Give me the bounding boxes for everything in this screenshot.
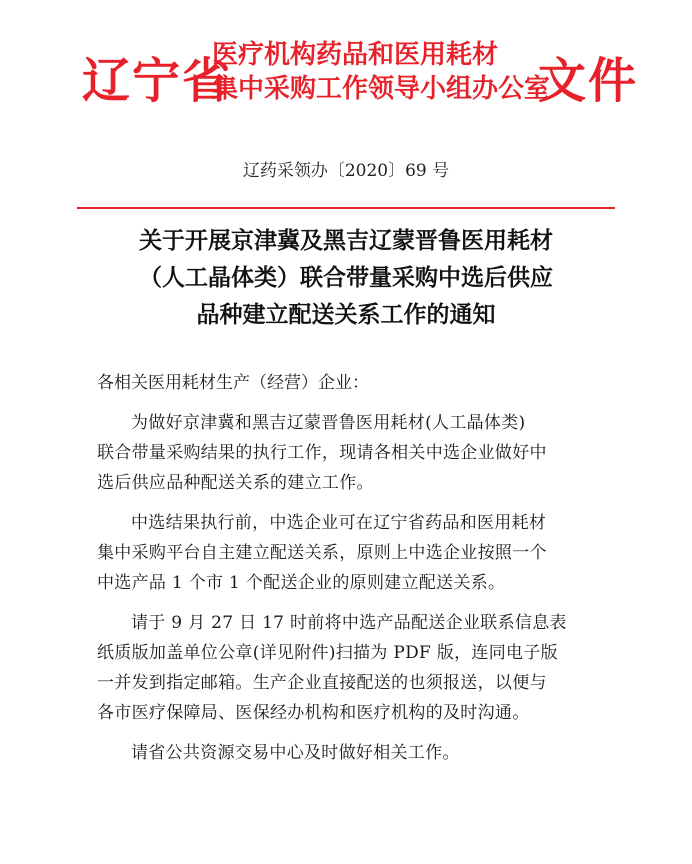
- red-divider-line: [77, 207, 615, 209]
- paragraph-line: 为做好京津冀和黑吉辽蒙晋鲁医用耗材(人工晶体类): [131, 413, 526, 433]
- masthead-organization: [212, 38, 551, 106]
- paragraph-line: 请省公共资源交易中心及时做好相关工作。: [131, 743, 460, 763]
- paragraph: [97, 738, 607, 768]
- paragraph-line: 选后供应品种配送关系的建立工作。: [97, 473, 374, 493]
- title-line: （人工晶体类）联合带量采购中选后供应: [139, 265, 553, 291]
- title-line: 品种建立配送关系工作的通知: [196, 302, 496, 328]
- paragraph: [97, 608, 607, 728]
- paragraph-line: 各市医疗保障局、医保经办机构和医疗机构的及时沟通。: [97, 703, 530, 723]
- document-title: [60, 223, 632, 334]
- masthead-document-label: 文件: [538, 53, 639, 109]
- document-number: 辽药采领办〔2020〕69 号: [242, 161, 450, 181]
- title-line: 关于开展京津冀及黑吉辽蒙晋鲁医用耗材: [139, 228, 553, 254]
- paragraph-line: 中选产品 1 个市 1 个配送企业的原则建立配送关系。: [97, 573, 506, 593]
- paragraph: [97, 508, 607, 598]
- paragraph-line: 集中采购平台自主建立配送关系，原则上中选企业按照一个: [97, 543, 547, 563]
- paragraph-line: 中选结果执行前，中选企业可在辽宁省药品和医用耗材: [131, 513, 547, 533]
- salutation: 各相关医用耗材生产（经营）企业：: [97, 373, 369, 393]
- red-masthead: [60, 30, 640, 114]
- document-body: [97, 368, 607, 778]
- paragraph-line: 纸质版加盖单位公章(详见附件)扫描为 PDF 版，连同电子版: [97, 643, 558, 663]
- paragraph-line: 一并发到指定邮箱。生产企业直接配送的也须报送，以便与: [97, 673, 547, 693]
- masthead-org-line-2: 集中采购工作领导小组办公室: [212, 74, 551, 104]
- paragraph-line: 联合带量采购结果的执行工作，现请各相关中选企业做好中: [97, 443, 547, 463]
- masthead-province: 辽宁省: [82, 53, 233, 109]
- paragraph-line: 请于 9 月 27 日 17 时前将中选产品配送企业联系信息表: [131, 613, 567, 633]
- masthead-org-line-1: 医疗机构药品和医用耗材: [212, 40, 499, 70]
- paragraph: [97, 408, 607, 498]
